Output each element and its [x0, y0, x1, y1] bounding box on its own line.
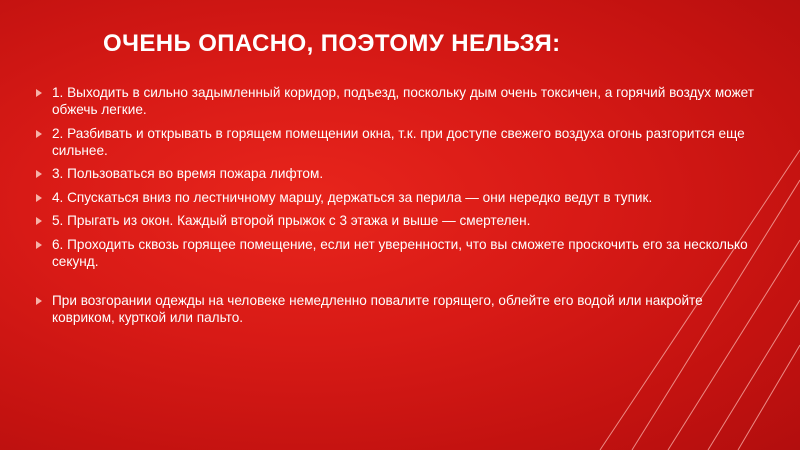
list-item [36, 236, 756, 270]
deco-line [738, 345, 800, 450]
list-item-text: 1. Выходить в сильно задымленный коридор, подъезд, поскольку дым очень токсичен, а горячий воздух может обжечь легкие. [52, 85, 755, 117]
list-item-text: 2. Разбивать и открывать в горящем помещении окна, т.к. при доступе свежего воздуха огонь разгорится еще сильнее. [52, 125, 745, 158]
list-item-text: 6. Проходить сквозь горящее помещение, если нет уверенности, что вы сможете проскочить его за несколько секунд. [52, 236, 748, 269]
list-item [36, 292, 756, 326]
list-item-text: При возгорании одежды на человеке немедленно повалите горящего, облейте его водой или накройте ковриком, курткой или пальто. [52, 292, 703, 325]
list-item [36, 125, 756, 159]
list-item [36, 212, 756, 229]
list-item-text: 4. Спускаться вниз по лестничному маршу, держаться за перила — они нередко ведут в тупик. [52, 189, 653, 205]
list-item [36, 84, 756, 118]
triangle-bullet-icon [36, 89, 42, 97]
triangle-bullet-icon [36, 217, 42, 225]
warning-list [36, 84, 756, 332]
slide-title: ОЧЕНЬ ОПАСНО, ПОЭТОМУ НЕЛЬЗЯ: [103, 30, 561, 57]
list-item-text: 5. Прыгать из окон. Каждый второй прыжок с 3 этажа и выше — смертелен. [52, 213, 531, 228]
triangle-bullet-icon [36, 241, 42, 249]
list-item [36, 165, 756, 182]
list-item [36, 189, 756, 206]
list-item-text: 3. Пользоваться во время пожара лифтом. [52, 166, 324, 181]
triangle-bullet-icon [36, 130, 42, 138]
triangle-bullet-icon [36, 194, 42, 202]
triangle-bullet-icon [36, 170, 42, 178]
triangle-bullet-icon [36, 297, 42, 305]
